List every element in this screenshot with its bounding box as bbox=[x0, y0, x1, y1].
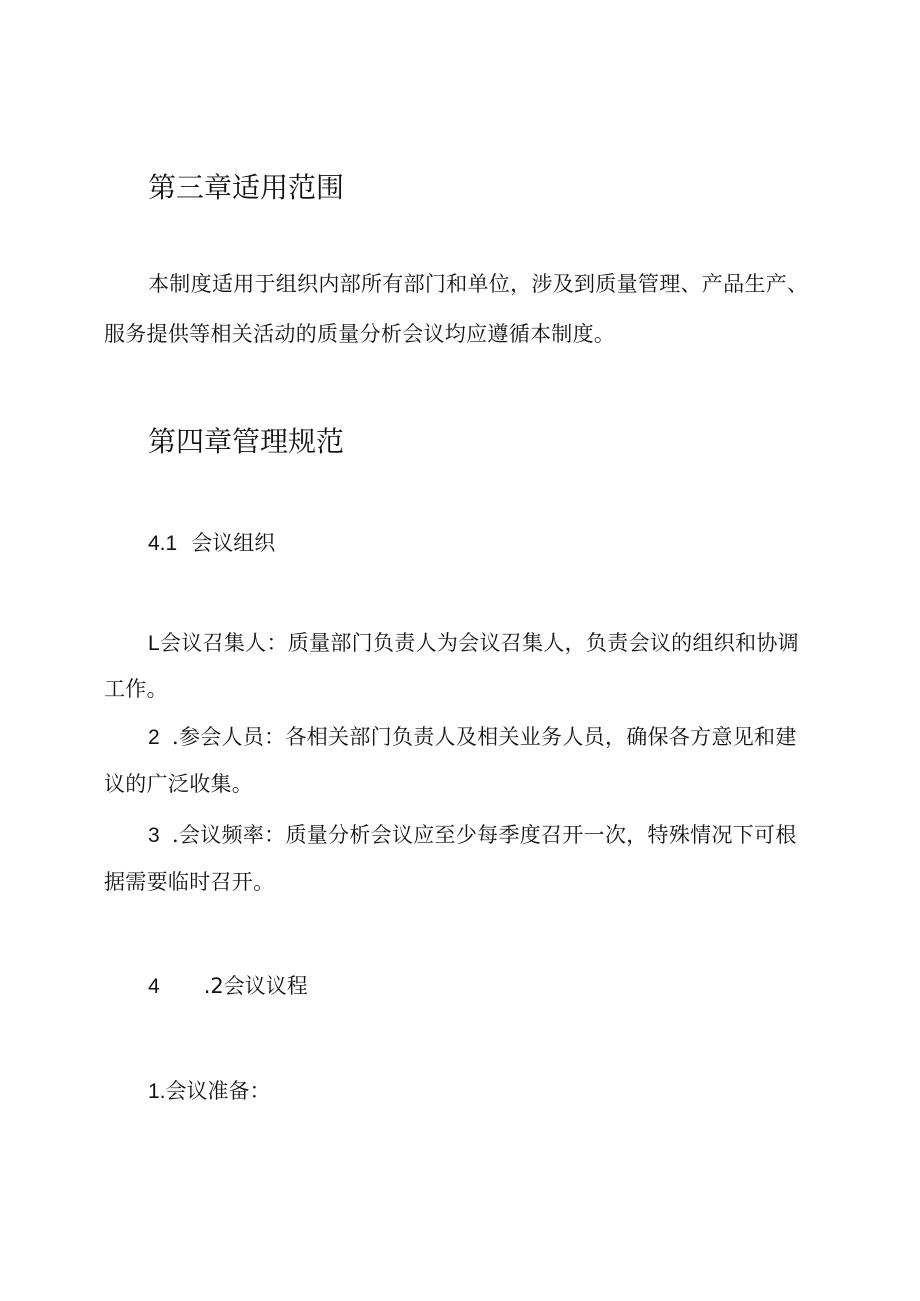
agenda-number: 1. bbox=[148, 1080, 166, 1103]
list-item-text: .参会人员：各相关部门负责人及相关业务人员，确保各方意见和建 bbox=[171, 725, 797, 749]
section-4-1-heading bbox=[148, 527, 275, 557]
list-item-2-line-2: 议的广泛收集。 bbox=[104, 772, 254, 796]
chapter-3-heading: 第三章适用范围 bbox=[148, 171, 345, 204]
section-4-2-heading bbox=[148, 970, 308, 1000]
list-item-3-line-1 bbox=[148, 819, 797, 849]
list-item-marker: L bbox=[148, 632, 160, 655]
section-title: 会议组织 bbox=[191, 531, 276, 555]
list-item-3-line-2: 据需要临时召开。 bbox=[104, 870, 275, 894]
agenda-title: 会议准备： bbox=[165, 1079, 271, 1103]
list-item-1-line-2: 工作。 bbox=[104, 677, 168, 701]
section-number: 4 bbox=[148, 975, 160, 998]
section-number: 4.1 bbox=[148, 532, 178, 555]
section-title: .2会议议程 bbox=[203, 974, 308, 998]
list-item-marker: 3 bbox=[148, 824, 160, 847]
chapter-3-body-line-2: 服务提供等相关活动的质量分析会议均应遵循本制度。 bbox=[104, 322, 616, 346]
list-item-2-line-1 bbox=[148, 721, 797, 751]
list-item-text: 会议召集人：质量部门负责人为会议召集人，负责会议的组织和协调 bbox=[159, 631, 799, 655]
chapter-4-heading: 第四章管理规范 bbox=[148, 425, 345, 458]
list-item-text: .会议频率：质量分析会议应至少每季度召开一次，特殊情况下可根 bbox=[171, 823, 797, 847]
list-item-1-line-1 bbox=[148, 627, 799, 657]
list-item-marker: 2 bbox=[148, 726, 160, 749]
agenda-item-1-heading bbox=[148, 1075, 271, 1105]
chapter-3-body-line-1: 本制度适用于组织内部所有部门和单位，涉及到质量管理、产品生产、 bbox=[148, 272, 809, 296]
